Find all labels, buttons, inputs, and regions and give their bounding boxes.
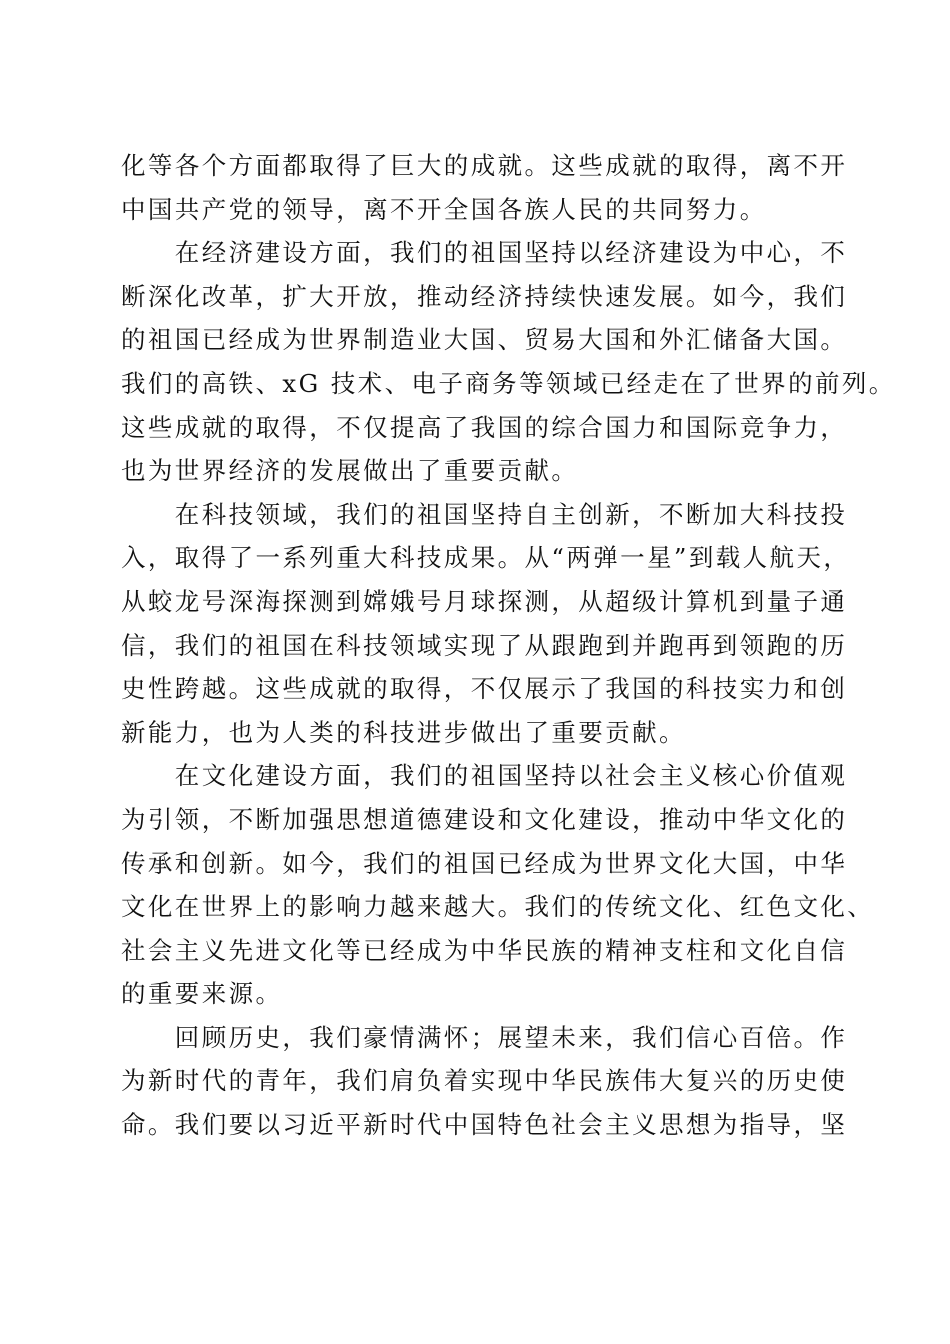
text-line: 在文化建设方面，我们的祖国坚持以社会主义核心价值观 xyxy=(121,761,848,791)
text-line: 新能力，也为人类的科技进步做出了重要贡献。 xyxy=(121,717,686,747)
text-line: 社会主义先进文化等已经成为中华民族的精神支柱和文化自信 xyxy=(121,935,848,965)
text-line: 我们的高铁、xG 技术、电子商务等领域已经走在了世界的前列。 xyxy=(121,368,896,398)
text-line: 传承和创新。如今，我们的祖国已经成为世界文化大国，中华 xyxy=(121,848,848,878)
document-body xyxy=(121,144,896,1147)
text-line: 入，取得了一系列重大科技成果。从“两弹一星”到载人航天， xyxy=(121,543,851,573)
text-line: 在科技领域，我们的祖国坚持自主创新，不断加大科技投 xyxy=(121,499,848,529)
text-line: 在经济建设方面，我们的祖国坚持以经济建设为中心，不 xyxy=(121,238,848,268)
text-line: 从蛟龙号深海探测到嫦娥号月球探测，从超级计算机到量子通 xyxy=(121,586,848,616)
text-line: 命。我们要以习近平新时代中国特色社会主义思想为指导，坚 xyxy=(121,1110,848,1140)
paragraph-5 xyxy=(121,1016,848,1147)
paragraph-2 xyxy=(121,231,896,493)
text-line: 中国共产党的领导，离不开全国各族人民的共同努力。 xyxy=(121,194,767,224)
text-line: 回顾历史，我们豪情满怀；展望未来，我们信心百倍。作 xyxy=(121,1022,848,1052)
text-line: 的重要来源。 xyxy=(121,979,283,1009)
paragraph-1 xyxy=(121,144,848,231)
text-line: 断深化改革，扩大开放，推动经济持续快速发展。如今，我们 xyxy=(121,281,848,311)
text-line: 史性跨越。这些成就的取得，不仅展示了我国的科技实力和创 xyxy=(121,674,848,704)
paragraph-3 xyxy=(121,493,851,755)
text-line: 也为世界经济的发展做出了重要贡献。 xyxy=(121,456,579,486)
paragraph-4 xyxy=(121,754,875,1016)
text-line: 化等各个方面都取得了巨大的成就。这些成就的取得，离不开 xyxy=(121,151,848,180)
text-line: 文化在世界上的影响力越来越大。我们的传统文化、红色文化、 xyxy=(121,892,875,922)
text-line: 这些成就的取得，不仅提高了我国的综合国力和国际竞争力， xyxy=(121,412,848,442)
text-line: 为新时代的青年，我们肩负着实现中华民族伟大复兴的历史使 xyxy=(121,1066,848,1096)
text-line: 的祖国已经成为世界制造业大国、贸易大国和外汇储备大国。 xyxy=(121,325,848,355)
text-line: 信，我们的祖国在科技领域实现了从跟跑到并跑再到领跑的历 xyxy=(121,630,848,660)
text-line: 为引领，不断加强思想道德建设和文化建设，推动中华文化的 xyxy=(121,804,848,834)
